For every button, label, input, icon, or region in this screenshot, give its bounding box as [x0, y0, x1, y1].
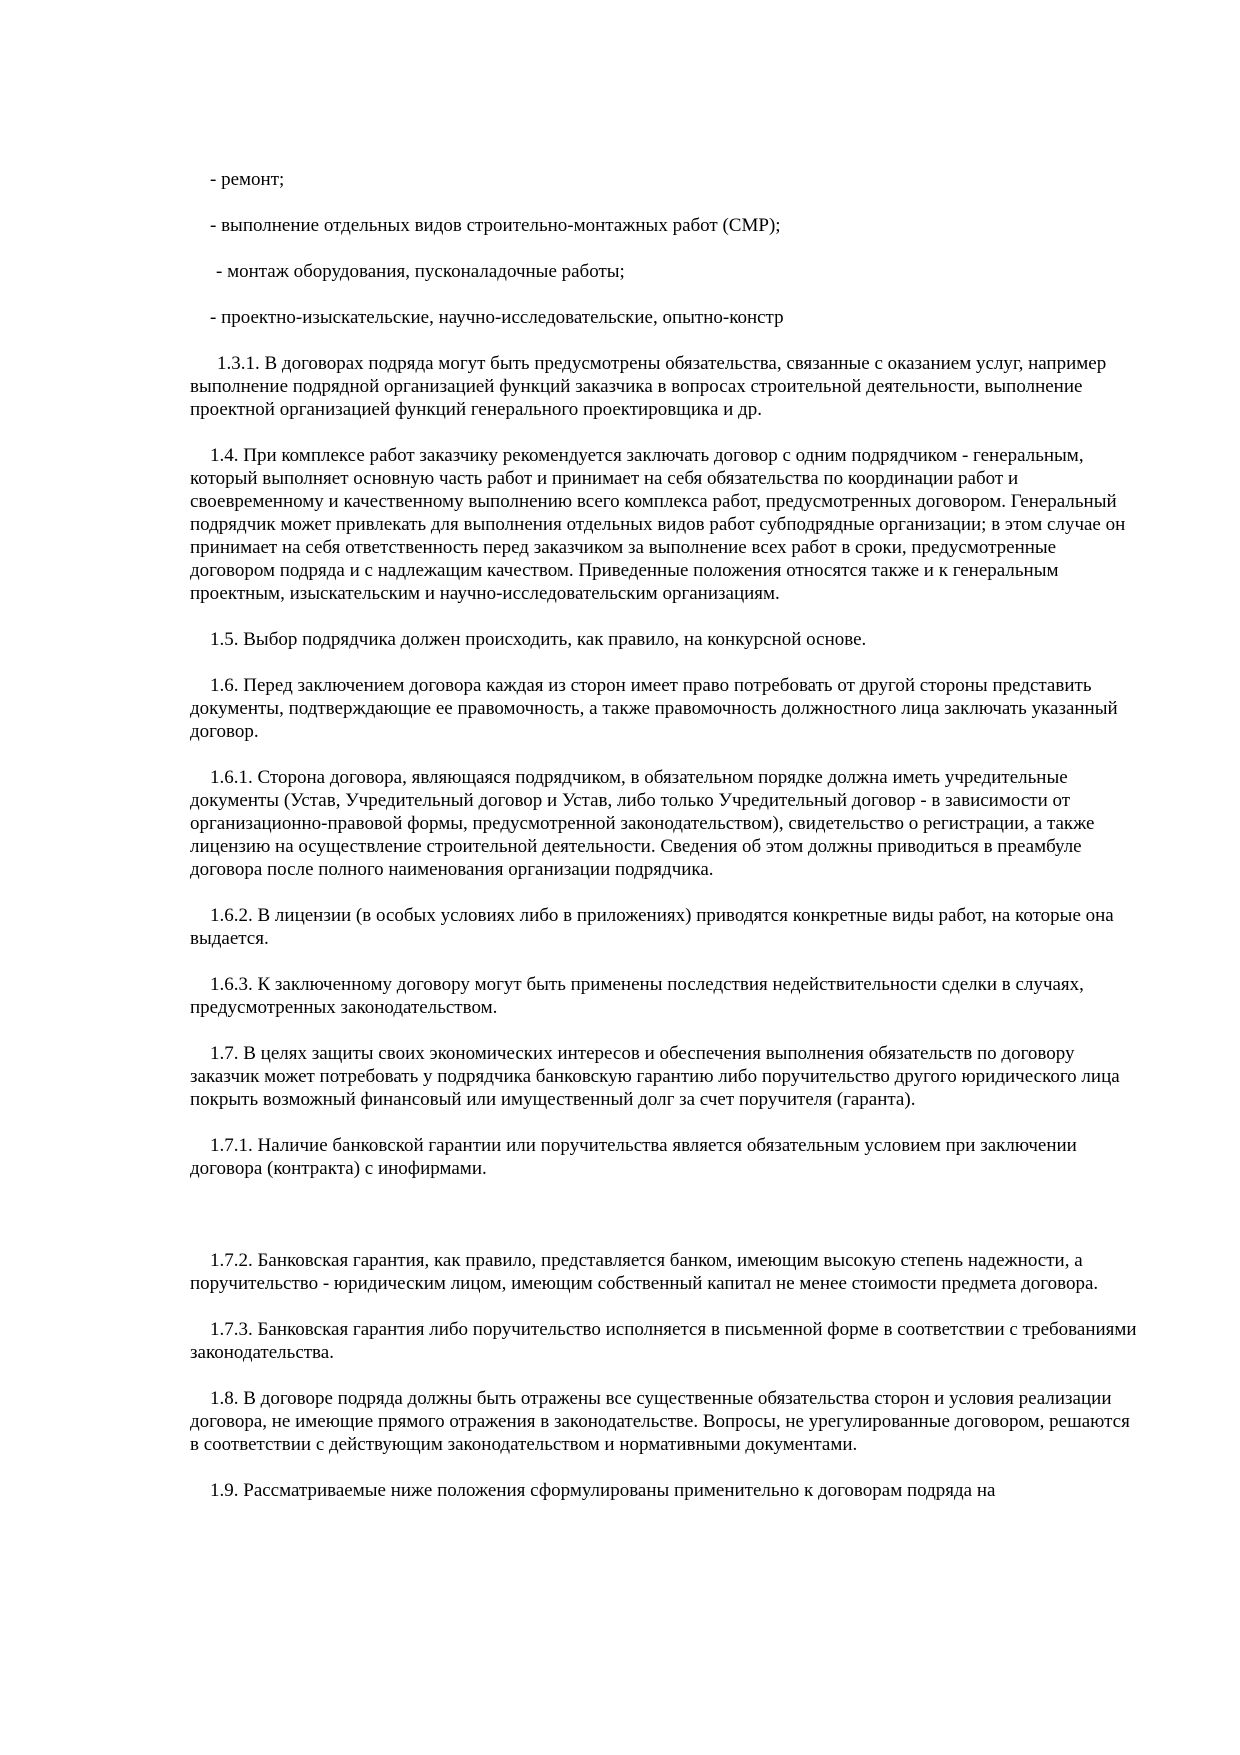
list-item-repair: - ремонт; — [210, 169, 285, 190]
paragraph-1-7-3: 1.7.3. Банковская гарантия либо поручительство исполняется в письменной форме в соответствии с требованиями законодательства. — [190, 1319, 1137, 1363]
paragraph-1-6-1: 1.6.1. Сторона договора, являющаяся подрядчиком, в обязательном порядке должна иметь учредительные документы (Устав, Учредительный договор и Устав, либо только Учредительный договор - в зависимости от организационно-правовой формы, предусмотренной законодательством), свидетельство о регистрации, а также лицензию на осуществление строительной деятельности. Сведения об этом должны приводиться в преамбуле договора после полного наименования организации подрядчика. — [190, 767, 1095, 880]
paragraph-1-7: 1.7. В целях защиты своих экономических интересов и обеспечения выполнения обязательств по договору заказчик может потребовать у подрядчика банковскую гарантию либо поручительство другого юридического лица покрыть возможный финансовый или имущественный долг за счет поручителя (гаранта). — [190, 1043, 1120, 1110]
paragraph-1-7-2: 1.7.2. Банковская гарантия, как правило, представляется банком, имеющим высокую степень надежности, а поручительство - юридическим лицом, имеющим собственный капитал не менее стоимости предмета договора. — [190, 1250, 1099, 1294]
paragraph-1-6-3: 1.6.3. К заключенному договору могут быть применены последствия недействительности сделки в случаях, предусмотренных законодательством. — [190, 974, 1084, 1018]
paragraph-1-5: 1.5. Выбор подрядчика должен происходить, как правило, на конкурсной основе. — [210, 629, 867, 650]
paragraph-1-9: 1.9. Рассматриваемые ниже положения сформулированы применительно к договорам подряда на — [210, 1480, 996, 1501]
list-item-construction-works: - выполнение отдельных видов строительно-монтажных работ (СМР); — [210, 215, 781, 236]
list-item-equipment-installation: - монтаж оборудования, пусконаладочные работы; — [216, 261, 625, 282]
page-break-gap — [190, 1203, 1140, 1249]
paragraph-1-6-2: 1.6.2. В лицензии (в особых условиях либо в приложениях) приводятся конкретные виды работ, на которые она выдается. — [190, 905, 1114, 949]
list-item-design-research: - проектно-изыскательские, научно-исследовательские, опытно-констр — [210, 307, 784, 328]
document-body — [190, 168, 1140, 1525]
paragraph-1-3-1: 1.3.1. В договорах подряда могут быть предусмотрены обязательства, связанные с оказанием услуг, например выполнение подрядной организацией функций заказчика в вопросах строительной деятельности, выполнение проектной организацией функций генерального проектировщика и др. — [190, 353, 1107, 420]
paragraph-1-4: 1.4. При комплексе работ заказчику рекомендуется заключать договор с одним подрядчиком - генеральным, который выполняет основную часть работ и принимает на себя обязательства по координации работ и своевременному и качественному выполнению всего комплекса работ, предусмотренных договором. Генеральный подрядчик может привлекать для выполнения отдельных видов работ субподрядные организации; в этом случае он принимает на себя ответственность перед заказчиком за выполнение всех работ в сроки, предусмотренные договором подряда и с надлежащим качеством. Приведенные положения относятся также и к генеральным проектным, изыскательским и научно-исследовательским организациям. — [190, 445, 1126, 604]
paragraph-1-8: 1.8. В договоре подряда должны быть отражены все существенные обязательства сторон и условия реализации договора, не имеющие прямого отражения в законодательстве. Вопросы, не урегулированные договором, решаются в соответствии с действующим законодательством и нормативными документами. — [190, 1388, 1130, 1455]
paragraph-1-6: 1.6. Перед заключением договора каждая из сторон имеет право потребовать от другой стороны представить документы, подтверждающие ее правомочность, а также правомочность должностного лица заключать указанный договор. — [190, 675, 1118, 742]
paragraph-1-7-1: 1.7.1. Наличие банковской гарантии или поручительства является обязательным условием при заключении договора (контракта) с инофирмами. — [190, 1135, 1077, 1179]
